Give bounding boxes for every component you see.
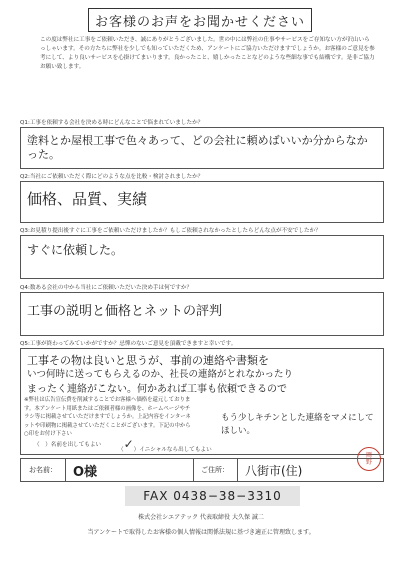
question-2-box[interactable]	[20, 181, 384, 223]
consent-note: ※弊社は広告宣伝費を削減することでお客様へ価格を還元しております。本アンケート用紙またはご依頼者様の画像を、ホームページやチラシ等に掲載させていただけますでしょうか。上記内容をインターネットや印刷物に掲載させていただくことがございます。下記の中から○印をお付け下さい	[24, 396, 194, 439]
question-1-answer: 塗料とか屋根工事で色々あって、どの会社に頼めばいいか分からなかった。	[27, 134, 368, 161]
seal-stamp: 岡 野	[357, 447, 381, 471]
option-initial-ok[interactable]: （✓）イニシャルなら出してもよい	[118, 437, 212, 453]
question-3-answer: すぐに依頼した。	[27, 243, 124, 257]
name-address-row	[20, 458, 384, 482]
company-name: 株式会社シエアテック 代表取締役 大久保 誠二	[138, 514, 264, 521]
question-2-label: Q2:当社にご依頼いただく際にどのような点を比較・検討されましたか？	[20, 174, 204, 180]
question-1-label: Q1:工事を依頼する会社を決める時にどんなことで悩まれていましたか？	[20, 120, 204, 126]
checkmark-icon: ✓	[123, 437, 134, 451]
name-value: O様	[73, 465, 98, 480]
name-label: お名前：	[21, 459, 66, 481]
option-name-ok[interactable]: （ ）名前を出してもよい	[34, 442, 102, 448]
question-3-box[interactable]	[20, 235, 384, 279]
question-2-answer: 価格、品質、実績	[27, 190, 148, 208]
question-5-answer-line: 工事その物は良いと思うが、事前の連絡や書類を	[27, 354, 269, 367]
question-5-answer-line: いつ何時に送ってもらえるのか、社長の連絡がとれなかったり	[27, 369, 294, 380]
privacy-note: 当アンケートで取得したお客様の個人情報は関係法規に基づき適正に管理致します。	[87, 529, 315, 536]
question-3-label: Q3:お見積り提出後すぐに工事をご依頼いただけましたか？もしご依頼されなかったとしたらどんな点が不安でしたか？	[20, 228, 321, 234]
intro-text: この度は弊社に工事をご依頼いただき、誠にありがとうございました。世の中には弊社の仕事やサービスをご存知ない方が沢山いらっしゃいます。その方たちに弊社を少しでも知っていただくため、アンケートにご協力いただけますでしょうか。お客様のご意見を参考にして、より良いサービスを心掛けてまいります。良かったこと、嬉しかったことなどのような些細な事でも結構です。是非ご協力お願い致します。	[40, 37, 375, 70]
option-name-ok-label: 名前を出してもよい	[50, 442, 102, 448]
question-4-answer: 工事の説明と価格とネットの評判	[27, 304, 223, 319]
fax-number: FAX 0438−38−3310	[125, 486, 300, 506]
question-5-answer-line: まったく連絡がこない。何かあれば工事も依頼できるので	[27, 384, 287, 395]
address-label: ご住所：	[193, 459, 238, 481]
address-value: 八街市(住)	[245, 464, 303, 478]
question-5-answer-line: もう少しキチンとした連絡をマメにしてほしい。	[221, 413, 374, 436]
question-4-label: Q4:数ある会社の中から当社にご依頼いただいた決め手は何ですか？	[20, 285, 193, 291]
page-title: お客様のお声をお聞かせください	[88, 8, 312, 32]
question-4-box[interactable]	[20, 292, 384, 336]
option-initial-ok-label: イニシャルなら出してもよい	[139, 447, 212, 453]
question-5-label: Q5:工事が終わってみていかがですか？忌憚のないご意見を頂戴できますと幸いです。	[20, 341, 237, 347]
question-1-box[interactable]	[20, 127, 384, 169]
